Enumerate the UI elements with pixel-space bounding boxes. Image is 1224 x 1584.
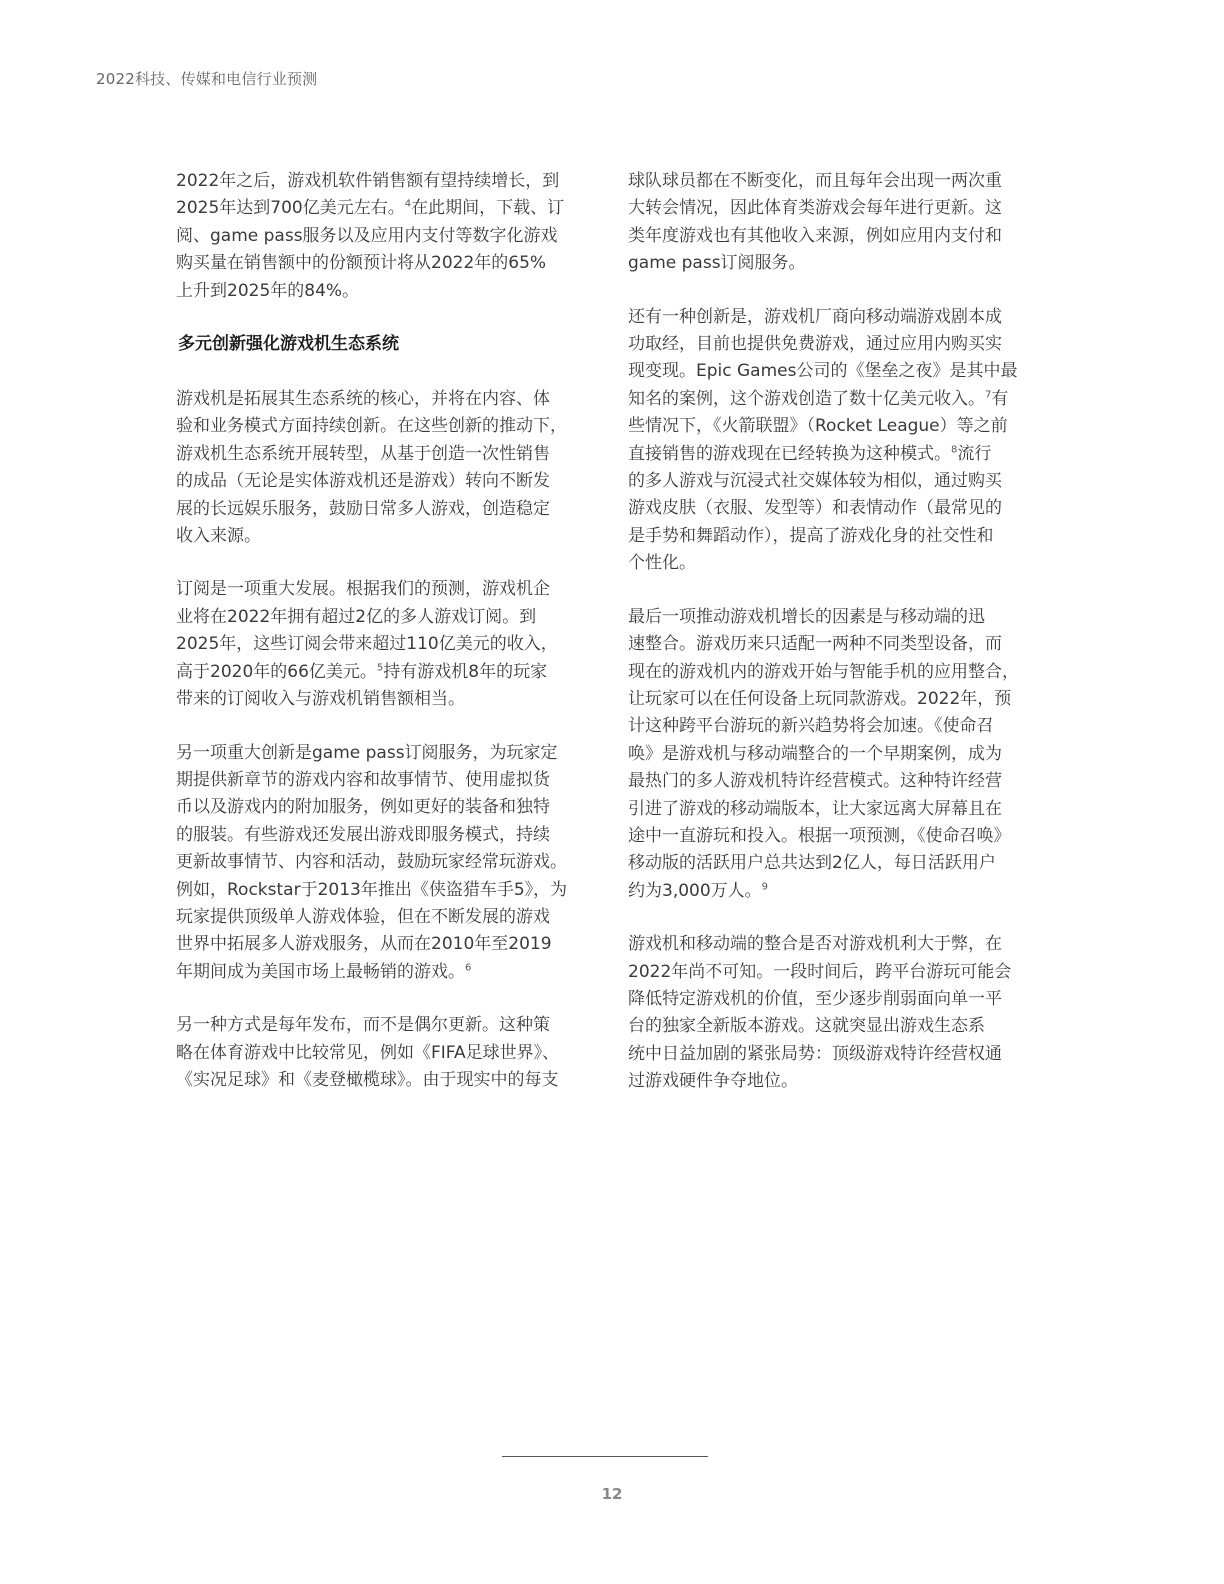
text-line: 验和业务模式方面持续创新。在这些创新的推动下， xyxy=(176,416,567,437)
text-run: 约为3,000万人。 xyxy=(628,880,762,901)
text-line xyxy=(176,959,592,986)
text-line: game pass订阅服务。 xyxy=(628,253,806,274)
text-run: 2025年达到700亿美元左右。 xyxy=(176,198,405,219)
text-line: 降低特定游戏机的价值，至少逐步削弱面向单一平 xyxy=(628,988,1002,1009)
footer-divider xyxy=(502,1456,708,1457)
text-line: 的成品（无论是实体游戏机还是游戏）转向不断发 xyxy=(176,471,550,492)
text-line: 带来的订阅收入与游戏机销售额相当。 xyxy=(176,689,465,710)
text-line xyxy=(176,195,592,222)
text-line: 是手势和舞蹈动作），提高了游戏化身的社交性和 xyxy=(628,525,994,546)
text-line: 最后一项推动游戏机增长的因素是与移动端的迅 xyxy=(628,606,985,627)
text-line xyxy=(628,386,1044,413)
text-line: 游戏机生态系统开展转型，从基于创造一次性销售 xyxy=(176,443,550,464)
text-line: 类年度游戏也有其他收入来源，例如应用内支付和 xyxy=(628,225,1002,246)
text-line: 2025年，这些订阅会带来超过110亿美元的收入， xyxy=(176,634,558,655)
text-line: 另一种方式是每年发布，而不是偶尔更新。这种策 xyxy=(176,1015,550,1036)
text-run: 有 xyxy=(991,388,1009,409)
footnote-ref: 6 xyxy=(465,962,472,974)
paragraph-ecosystem-core xyxy=(176,386,592,550)
text-run: 知名的案例，这个游戏创造了数十亿美元收入。 xyxy=(628,388,985,409)
paragraph-integration-outlook xyxy=(628,931,1044,1095)
text-line: 购买量在销售额中的份额预计将从2022年的65% xyxy=(176,253,547,274)
text-line: 现变现。Epic Games公司的《堡垒之夜》是其中最 xyxy=(628,361,1018,382)
left-column xyxy=(176,168,592,1120)
text-line: 引进了游戏的移动端版本，让大家远离大屏幕且在 xyxy=(628,798,1002,819)
text-line: 玩家提供顶级单人游戏体验，但在不断发展的游戏 xyxy=(176,906,550,927)
paragraph-subscriptions xyxy=(176,576,592,713)
footnote-ref: 9 xyxy=(761,881,769,893)
text-run: 直接销售的游戏现在已经转换为这种模式。 xyxy=(628,443,951,464)
text-line: 球队球员都在不断变化，而且每年会出现一两次重 xyxy=(628,171,1002,191)
text-line: 唤》是游戏机与移动端整合的一个早期案例，成为 xyxy=(628,743,1002,764)
text-line: 游戏机和移动端的整合是否对游戏机利大于弊，在 xyxy=(628,934,1002,955)
paragraph-mobile-integration xyxy=(628,604,1044,905)
text-line xyxy=(176,659,592,686)
text-line: 途中一直游玩和投入。根据一项预测，《使命召唤》 xyxy=(628,825,1011,846)
text-line: 些情况下，《火箭联盟》（Rocket League）等之前 xyxy=(628,416,1008,437)
text-line: 2022年之后，游戏机软件销售额有望持续增长，到 xyxy=(176,171,560,191)
text-line: 币以及游戏内的附加服务，例如更好的装备和独特 xyxy=(176,797,550,818)
text-line xyxy=(628,441,1044,468)
text-line: 计这种跨平台游玩的新兴趋势将会加速。《使命召 xyxy=(628,716,994,737)
text-line: 略在体育游戏中比较常见，例如《FIFA足球世界》、 xyxy=(176,1042,560,1063)
footnote-ref: 8 xyxy=(951,444,958,455)
text-line: 让玩家可以在任何设备上玩同款游戏。2022年，预 xyxy=(628,688,1012,709)
text-line: 订阅是一项重大发展。根据我们的预测，游戏机企 xyxy=(176,579,550,600)
text-line xyxy=(628,878,1044,905)
text-line: 个性化。 xyxy=(628,553,696,574)
running-header: 2022科技、传媒和电信行业预测 xyxy=(96,70,318,88)
text-run: 流行 xyxy=(957,443,992,464)
text-line: 业将在2022年拥有超过2亿的多人游戏订阅。到 xyxy=(176,606,537,627)
page-number: 12 xyxy=(601,1485,623,1503)
text-line: 阅、game pass服务以及应用内支付等数字化游戏 xyxy=(176,225,558,246)
text-line: 更新故事情节、内容和活动，鼓励玩家经常玩游戏。 xyxy=(176,852,567,873)
text-line: 另一项重大创新是game pass订阅服务，为玩家定 xyxy=(176,742,558,763)
text-line: 的多人游戏与沉浸式社交媒体较为相似，通过购买 xyxy=(628,471,1002,492)
text-line: 过游戏硬件争夺地位。 xyxy=(628,1071,798,1092)
text-line: 功取经，目前也提供免费游戏，通过应用内购买实 xyxy=(628,334,1002,355)
paragraph-annual-release xyxy=(176,1012,592,1094)
footnote-ref: 4 xyxy=(404,198,412,210)
footnote-ref: 5 xyxy=(376,662,384,674)
footnote-ref: 7 xyxy=(985,389,992,401)
paragraph-sports-games xyxy=(628,168,1044,278)
text-run: 高于2020年的66亿美元。 xyxy=(176,661,377,682)
text-line: 大转会情况，因此体育类游戏会每年进行更新。这 xyxy=(628,198,1002,219)
text-line: 收入来源。 xyxy=(176,526,261,547)
right-column xyxy=(628,168,1044,1122)
text-line: 最热门的多人游戏机特许经营模式。这种特许经营 xyxy=(628,771,1002,792)
text-line: 移动版的活跃用户总共达到2亿人，每日活跃用户 xyxy=(628,853,996,874)
text-line: 期提供新章节的游戏内容和故事情节、使用虚拟货 xyxy=(176,769,550,790)
paragraph-game-pass xyxy=(176,740,592,987)
text-line: 还有一种创新是，游戏机厂商向移动端游戏剧本成 xyxy=(628,306,1002,327)
text-line: 世界中拓展多人游戏服务，从而在2010年至2019 xyxy=(176,934,552,955)
text-line: 统中日益加剧的紧张局势：顶级游戏特许经营权通 xyxy=(628,1043,1002,1064)
text-run: 在此期间，下载、订 xyxy=(411,198,565,219)
text-line: 2022年尚不可知。一段时间后，跨平台游玩可能会 xyxy=(628,961,1012,982)
text-line: 的服装。有些游戏还发展出游戏即服务模式，持续 xyxy=(176,824,550,845)
text-line: 上升到2025年的84%。 xyxy=(176,280,360,301)
text-line: 例如，Rockstar于2013年推出《侠盗猎车手5》，为 xyxy=(176,879,568,900)
text-line: 游戏皮肤（衣服、发型等）和表情动作（最常见的 xyxy=(628,498,1002,519)
text-line: 现在的游戏机内的游戏开始与智能手机的应用整合， xyxy=(628,661,1019,682)
text-line: 《实况足球》和《麦登橄榄球》。由于现实中的每支 xyxy=(176,1069,559,1090)
paragraph-console-software-sales xyxy=(176,168,592,305)
text-run: 年期间成为美国市场上最畅销的游戏。 xyxy=(176,961,465,982)
section-heading: 多元创新强化游戏机生态系统 xyxy=(178,334,399,355)
text-line: 台的独家全新版本游戏。这就突显出游戏生态系 xyxy=(628,1016,985,1037)
text-line: 游戏机是拓展其生态系统的核心，并将在内容、体 xyxy=(176,389,550,410)
text-line: 速整合。游戏历来只适配一两种不同类型设备，而 xyxy=(628,634,1002,655)
paragraph-free-to-play xyxy=(628,304,1044,578)
text-run: 持有游戏机8年的玩家 xyxy=(383,661,548,682)
text-line: 展的长远娱乐服务，鼓励日常多人游戏，创造稳定 xyxy=(176,498,550,519)
